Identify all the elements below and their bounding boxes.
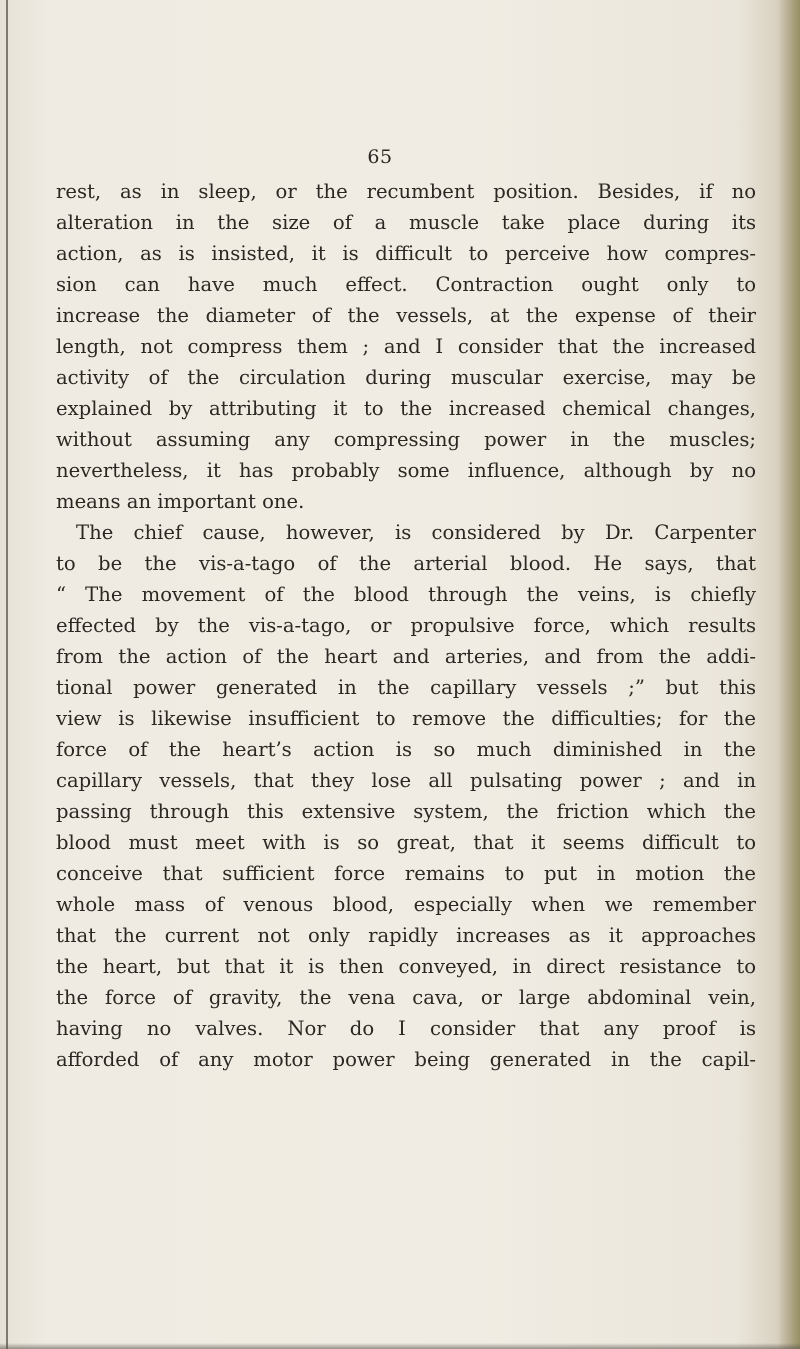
text-line: having no valves. Nor do I consider that any proof is	[56, 1017, 756, 1040]
text-line: afforded of any motor power being generated in the capil-	[56, 1048, 756, 1071]
text-line: force of the heart’s action is so much diminished in the	[56, 738, 756, 761]
text-line: means an important one.	[56, 490, 305, 513]
text-line: conceive that sufficient force remains to put in motion the	[56, 862, 756, 885]
text-line: sion can have much effect. Contraction ought only to	[56, 273, 756, 296]
text-line: blood must meet with is so great, that it seems difficult to	[56, 831, 756, 854]
text-line: rest, as in sleep, or the recumbent position. Besides, if no	[56, 180, 756, 203]
page-bottom-edge	[0, 1343, 800, 1349]
text-line: increase the diameter of the vessels, at the expense of their	[56, 304, 756, 327]
binding-edge	[6, 0, 8, 1349]
text-line: that the current not only rapidly increases as it approaches	[56, 924, 756, 947]
text-line: the force of gravity, the vena cava, or large abdominal vein,	[56, 986, 756, 1009]
page-number: 65	[367, 146, 393, 168]
text-line: the heart, but that it is then conveyed, in direct resistance to	[56, 955, 756, 978]
text-line: tional power generated in the capillary vessels ;” but this	[56, 676, 756, 699]
text-line: alteration in the size of a muscle take place during its	[56, 211, 756, 234]
text-line: effected by the vis-a-tago, or propulsive force, which results	[56, 614, 756, 637]
text-line: explained by attributing it to the increased chemical changes,	[56, 397, 756, 420]
text-line: view is likewise insufficient to remove the difficulties; for the	[56, 707, 756, 730]
text-line: capillary vessels, that they lose all pulsating power ; and in	[56, 769, 756, 792]
text-line: action, as is insisted, it is difficult to perceive how compres-	[56, 242, 756, 265]
text-line: passing through this extensive system, the friction which the	[56, 800, 756, 823]
text-line: length, not compress them ; and I consider that the increased	[56, 335, 756, 358]
text-line: “ The movement of the blood through the veins, is chiefly	[56, 583, 756, 606]
page-edge-shadow	[778, 0, 800, 1349]
text-line: The chief cause, however, is considered by Dr. Carpenter	[76, 521, 756, 544]
text-line: without assuming any compressing power in the muscles;	[56, 428, 756, 451]
text-line: to be the vis-a-tago of the arterial blood. He says, that	[56, 552, 756, 575]
text-line: nevertheless, it has probably some influence, although by no	[56, 459, 756, 482]
text-line: whole mass of venous blood, especially when we remember	[56, 893, 756, 916]
text-line: activity of the circulation during muscular exercise, may be	[56, 366, 756, 389]
text-line: from the action of the heart and arteries, and from the addi-	[56, 645, 756, 668]
